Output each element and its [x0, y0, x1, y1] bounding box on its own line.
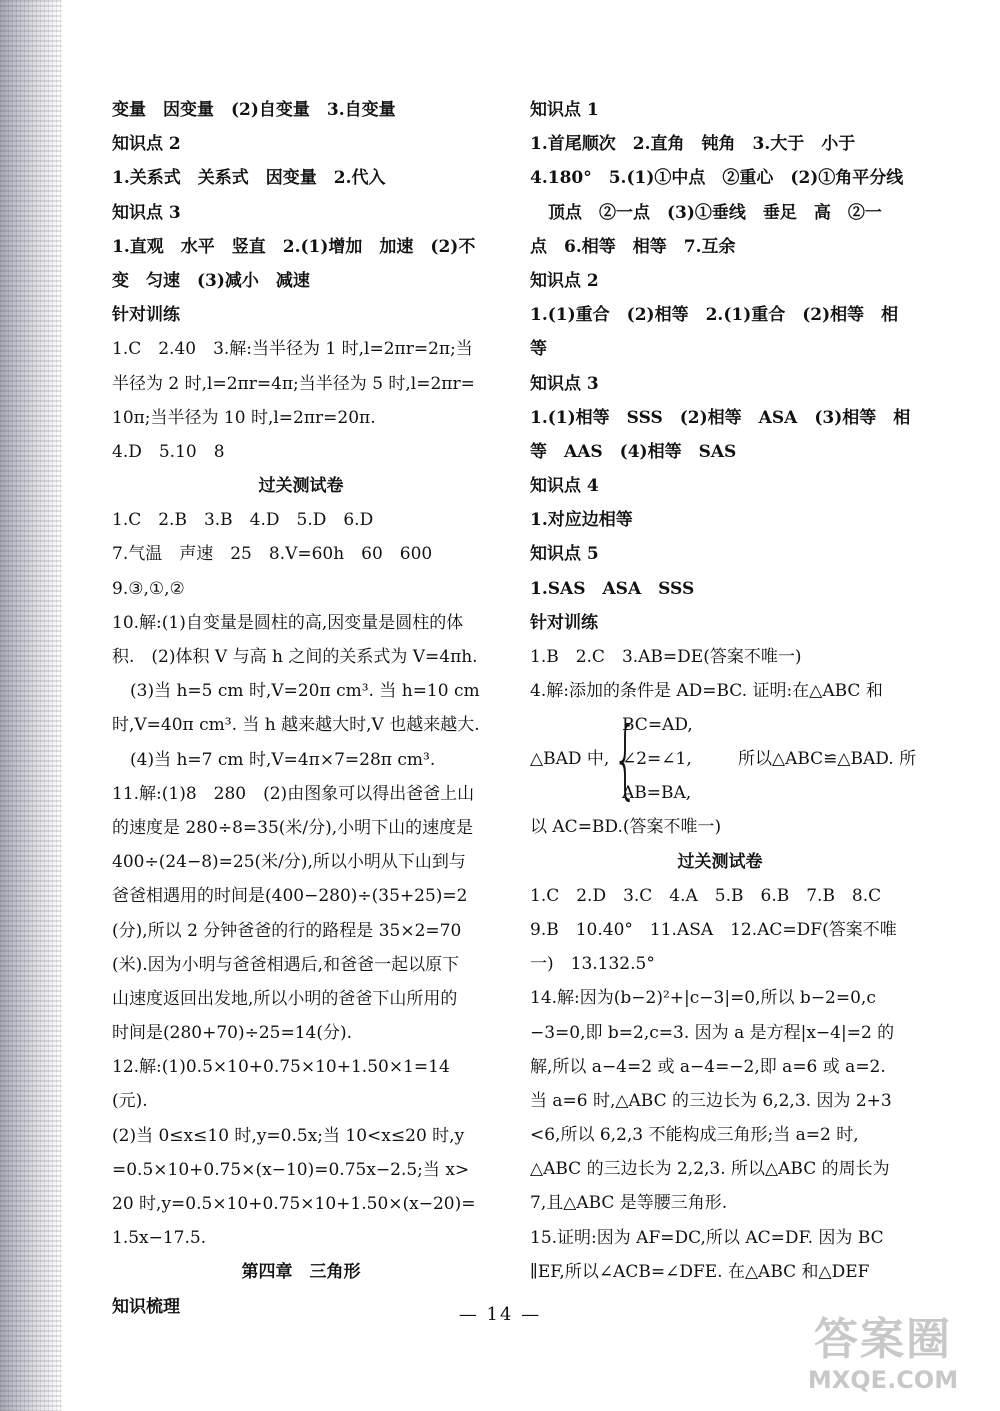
text-line: 20 时,y=0.5×10+0.75×10+1.50×(x−20)= [112, 1194, 476, 1214]
text-line: 1.直观 水平 竖直 2.(1)增加 加速 (2)不 [112, 236, 476, 257]
text-line: (元). [112, 1091, 148, 1112]
brace-conclusion-text: 所以△ABC≌△BAD. 所 [738, 749, 917, 770]
text-line: 针对训练 [530, 612, 598, 633]
text-line: 点 6.相等 相等 7.互余 [530, 236, 736, 257]
text-line: 4.180° 5.(1)①中点 ②重心 (2)①角平分线 [530, 168, 904, 189]
watermark-title: 答案圈 [814, 1314, 952, 1365]
text-line: 一) 13.132.5° [530, 954, 655, 975]
text-line: 山速度返回出发地,所以小明的爸爸下山所用的 [112, 988, 458, 1009]
text-line: 10π;当半径为 10 时,l=2πr=20π. [112, 407, 376, 428]
text-line: 1.首尾顺次 2.直角 钝角 3.大于 小于 [530, 134, 856, 155]
text-line: 解,所以 a−4=2 或 a−4=−2,即 a=6 或 a=2. [530, 1056, 886, 1077]
left-column [112, 93, 490, 1324]
text-line: <6,所以 6,2,3 不能构成三角形;当 a=2 时, [530, 1125, 859, 1146]
text-line: 15.证明:因为 AF=DC,所以 AC=DF. 因为 BC [530, 1227, 884, 1248]
text-line: =0.5×10+0.75×(x−10)=0.75x−2.5;当 x> [112, 1159, 470, 1180]
watermark-logo [792, 1315, 974, 1395]
text-line: (米).因为小明与爸爸相遇后,和爸爸一起以原下 [112, 954, 460, 975]
proof-brace-block [530, 708, 917, 810]
text-line: 1.(1)相等 SSS (2)相等 ASA (3)相等 相 [530, 407, 911, 428]
text-line: 1.C 2.B 3.B 4.D 5.D 6.D [112, 510, 374, 531]
text-line: 1.C 2.D 3.C 4.A 5.B 6.B 7.B 8.C [530, 885, 882, 906]
text-line: (4)当 h=7 cm 时,V=4π×7=28π cm³. [130, 749, 436, 770]
text-line: 9.③,①,② [112, 578, 185, 599]
text-line: 等 [530, 339, 547, 360]
text-line: 爸爸相遇用的时间是(400−280)÷(35+25)=2 [112, 886, 468, 907]
text-line: −3=0,即 b=2,c=3. 因为 a 是方程|x−4|=2 的 [530, 1022, 895, 1043]
text-line: 知识点 3 [112, 202, 181, 223]
text-line: (分),所以 2 分钟爸爸的行的路程是 35×2=70 [112, 920, 462, 941]
text-line: 1.C 2.40 3.解:当半径为 1 时,l=2πr=2π;当 [112, 339, 473, 360]
text-line: 等 AAS (4)相等 SAS [530, 441, 737, 462]
right-top-block [530, 93, 910, 708]
text-line: 400÷(24−8)=25(米/分),所以小明从下山到与 [112, 852, 466, 873]
text-line: 1.B 2.C 3.AB=DE(答案不唯一) [530, 647, 802, 667]
text-line: 7.气温 声速 25 8.V=60h 60 600 [112, 544, 433, 565]
text-line: 变量 因变量 (2)自变量 3.自变量 [112, 100, 396, 120]
text-line: 知识点 5 [530, 544, 599, 565]
text-line: 以 AC=BD.(答案不唯一) [530, 817, 722, 838]
text-line: 顶点 ②一点 (3)①垂线 垂足 高 ②一 [548, 202, 882, 223]
text-line: 4.D 5.10 8 [112, 441, 225, 462]
page-number: — 14 — [458, 1304, 542, 1325]
text-line: 时,V=40π cm³. 当 h 越来越大时,V 也越来越大. [112, 715, 480, 736]
text-line: 1.关系式 关系式 因变量 2.代入 [112, 168, 386, 189]
text-line: 12.解:(1)0.5×10+0.75×10+1.50×1=14 [112, 1057, 450, 1078]
text-line: 时间是(280+70)÷25=14(分). [112, 1023, 353, 1044]
text-line: 10.解:(1)自变量是圆柱的高,因变量是圆柱的体 [112, 612, 464, 633]
text-line: 1.(1)重合 (2)相等 2.(1)重合 (2)相等 相 [530, 305, 899, 326]
text-line: △ABC 的三边长为 2,2,3. 所以△ABC 的周长为 [530, 1159, 890, 1180]
text-line: 1.SAS ASA SSS [530, 578, 695, 599]
text-line: 14.解:因为(b−2)²+|c−3|=0,所以 b−2=0,c [530, 988, 876, 1009]
left-brace-icon: { [613, 709, 638, 810]
text-line: 第四章 三角形 [241, 1262, 361, 1283]
text-line: 知识点 2 [530, 270, 599, 291]
brace-condition-1: BC=AD, [622, 715, 693, 736]
right-column [530, 93, 917, 1289]
text-line: 半径为 2 时,l=2πr=4π;当半径为 5 时,l=2πr= [112, 373, 475, 394]
text-line: (3)当 h=5 cm 时,V=20π cm³. 当 h=10 cm [130, 681, 480, 702]
text-line: 的速度是 280÷8=35(米/分),小明下山的速度是 [112, 817, 474, 838]
text-line: 变 匀速 (3)减小 减速 [112, 270, 310, 291]
right-bottom-block [530, 810, 910, 1289]
watermark-url: MXQE.COM [807, 1366, 959, 1394]
text-line: 9.B 10.40° 11.ASA 12.AC=DF(答案不唯 [530, 919, 897, 940]
text-line: 1.5x−17.5. [112, 1228, 207, 1249]
text-line: 针对训练 [112, 305, 180, 326]
text-line: 知识梳理 [112, 1296, 180, 1317]
text-line: ∥EF,所以∠ACB=∠DFE. 在△ABC 和△DEF [530, 1261, 870, 1282]
brace-condition-3: AB=BA, [622, 783, 692, 804]
scan-edge-shadow [0, 0, 62, 1411]
text-line: 过关测试卷 [258, 476, 344, 497]
text-line: 4.解:添加的条件是 AD=BC. 证明:在△ABC 和 [530, 681, 883, 702]
brace-lead-text: △BAD 中, [530, 749, 610, 770]
text-line: 7,且△ABC 是等腰三角形. [530, 1193, 728, 1214]
text-line: 11.解:(1)8 280 (2)由图象可以得出爸爸上山 [112, 783, 475, 804]
text-line: 1.对应边相等 [530, 510, 633, 531]
text-line: 积. (2)体积 V 与高 h 之间的关系式为 V=4πh. [112, 647, 478, 667]
text-line: 知识点 4 [530, 476, 599, 497]
text-line: 知识点 2 [112, 134, 181, 155]
text-line: 过关测试卷 [677, 851, 763, 872]
text-line: (2)当 0≤x≤10 时,y=0.5x;当 10<x≤20 时,y [112, 1125, 465, 1146]
text-line: 知识点 1 [530, 100, 599, 120]
brace-condition-2: ∠2=∠1, [622, 749, 692, 770]
text-line: 知识点 3 [530, 373, 599, 394]
text-line: 当 a=6 时,△ABC 的三边长为 6,2,3. 因为 2+3 [530, 1090, 892, 1111]
